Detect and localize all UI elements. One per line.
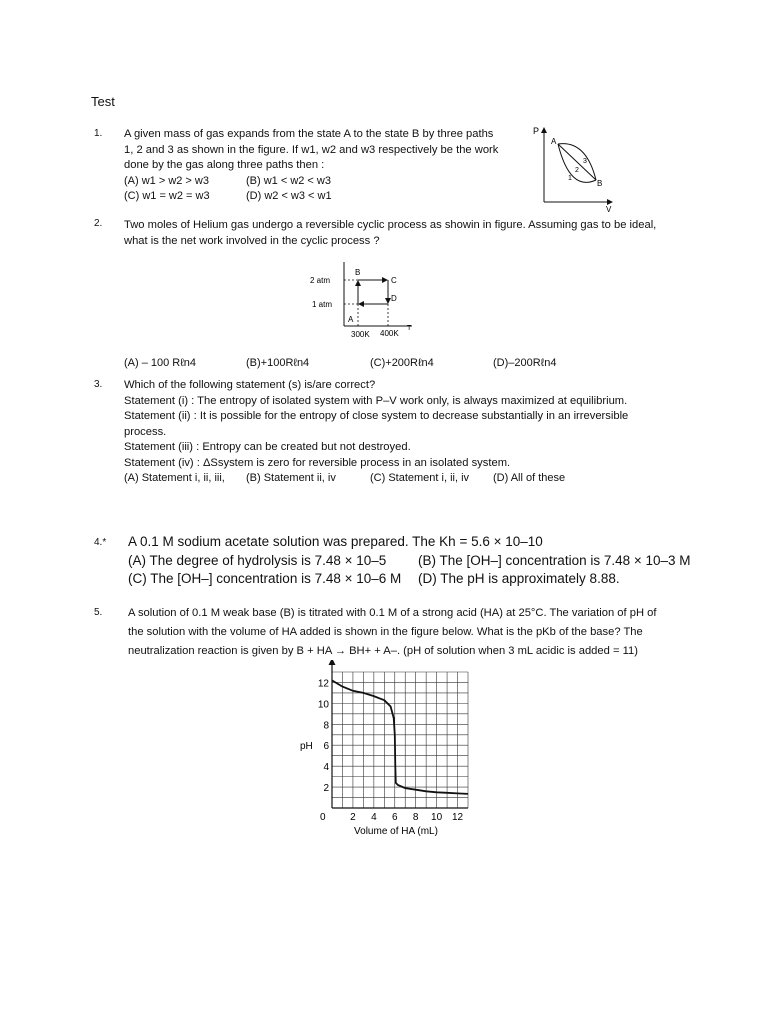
q2-number: 2. [94, 218, 103, 229]
q2-line-1: Two moles of Helium gas undergo a reversible cyclic process as showin in figure. Assuming gas to be ideal, [124, 219, 657, 231]
q2-option-d: (D)–200Rℓn4 [493, 357, 557, 369]
q2-option-c: (C)+200Rℓn4 [370, 357, 434, 369]
p-label: P [533, 126, 540, 136]
state-c-label: C [391, 276, 397, 285]
q1-line-1: A given mass of gas expands from the state A to the state B by three paths [124, 128, 494, 140]
q4-option-a: (A) The degree of hydrolysis is 7.48 × 10–5 [128, 553, 387, 568]
x-tick-label: 10 [431, 812, 443, 823]
x-axis-label: Volume of HA (mL) [354, 826, 438, 837]
q3-line-3: Statement (ii) : It is possible for the entropy of close system to decrease substantially in an irreversible [124, 410, 629, 423]
state-b-label-2: B [355, 268, 361, 277]
t-axis-label: T [407, 325, 412, 332]
q1-pv-diagram [530, 122, 620, 214]
q5-text: A solution of 0.1 M weak base (B) is titrated with 0.1 M of a strong acid (HA) at 25°C. The variation of pH of the solution with the volume of HA added is shown in the figure below. What is the pKb of the base? The neutralization reaction is given by B + HA → BH+ + A–. (pH of solution when 3 mL acidic is added = 11) [128, 607, 657, 657]
x-label-400k: 400K [380, 329, 399, 338]
x-tick-label: 12 [451, 812, 464, 823]
q2-text [124, 218, 664, 249]
q3-line-5: Statement (iii) : Entropy can be created but not destroyed. [124, 441, 411, 454]
q1-option-c: (C) w1 = w2 = w3 [124, 190, 210, 202]
q1-option-b: (B) w1 < w2 < w3 [246, 175, 331, 187]
q1-text [124, 127, 504, 174]
y-axis-label: pH [300, 741, 313, 753]
q3-option-b: (B) Statement ii, iv [246, 472, 336, 484]
path-3-label: 3 [583, 158, 587, 165]
path-2-label: 2 [575, 167, 579, 174]
y-tick-label: 2 [323, 783, 329, 795]
y-tick-label: 6 [323, 741, 329, 753]
origin-label: 0 [320, 812, 326, 823]
q4-option-d: (D) The pH is approximately 8.88. [418, 571, 620, 586]
x-tick-label: 4 [371, 812, 377, 823]
page-title: Test [91, 94, 115, 109]
q2-option-a: (A) – 100 Rℓn4 [124, 357, 197, 369]
q3-option-c: (C) Statement i, ii, iv [370, 472, 470, 484]
q3-option-a: (A) Statement i, ii, iii, [124, 472, 225, 484]
q1-option-d: (D) w2 < w3 < w1 [246, 190, 332, 202]
chart-grid [332, 672, 468, 808]
q5-number: 5. [94, 607, 103, 618]
state-a-label: A [551, 137, 557, 146]
q4-option-c: (C) The [OH–] concentration is 7.48 × 10–6 M [128, 571, 402, 586]
q1-line-3: done by the gas along three paths then : [124, 159, 325, 172]
q3-option-d: (D) All of these [493, 472, 566, 484]
x-label-300k: 300K [351, 330, 370, 339]
q2-line-2: what is the net work involved in the cyclic process ? [124, 234, 380, 247]
q3-line-4: process. [124, 425, 167, 438]
q4-option-b: (B) The [OH–] concentration is 7.48 × 10–3 M [418, 553, 691, 568]
path-1-label: 1 [568, 175, 572, 182]
q3-line-6: Statement (iv) : ΔSsystem is zero for reversible process in an isolated system. [124, 456, 511, 469]
q2-pt-diagram [308, 258, 428, 348]
q4-text: A 0.1 M sodium acetate solution was prepared. The Kh = 5.6 × 10–10 [128, 534, 543, 549]
q3-line-2: Statement (i) : The entropy of isolated system with P–V work only, is always maximized at equilibrium. [124, 394, 628, 407]
q3-text [124, 378, 664, 472]
y-label-2atm: 2 atm [310, 276, 331, 285]
q1-option-a: (A) w1 > w2 > w3 [124, 175, 209, 187]
y-tick-label: 10 [317, 699, 329, 711]
q1-line-2: 1, 2 and 3 as shown in the figure. If w1, w2 and w3 respectively be the work [124, 143, 499, 156]
y-tick-label: 12 [317, 678, 329, 690]
q4-number: 4.* [94, 537, 107, 548]
state-d-label: D [391, 294, 397, 303]
titration-chart [296, 660, 486, 838]
v-label: V [606, 205, 612, 214]
state-a-label-2: A [348, 315, 354, 324]
q3-line-1: Which of the following statement (s) is/are correct? [124, 379, 376, 391]
q2-option-b: (B)+100Rℓn4 [246, 357, 310, 369]
y-tick-label: 8 [323, 720, 329, 732]
q1-number: 1. [94, 128, 103, 139]
x-tick-label: 8 [412, 812, 419, 823]
y-label-1atm: 1 atm [312, 300, 333, 309]
state-b-label: B [597, 179, 603, 188]
q3-number: 3. [94, 379, 103, 390]
y-tick-label: 4 [323, 762, 329, 774]
x-tick-label: 6 [391, 812, 398, 823]
x-tick-label: 2 [350, 812, 356, 823]
